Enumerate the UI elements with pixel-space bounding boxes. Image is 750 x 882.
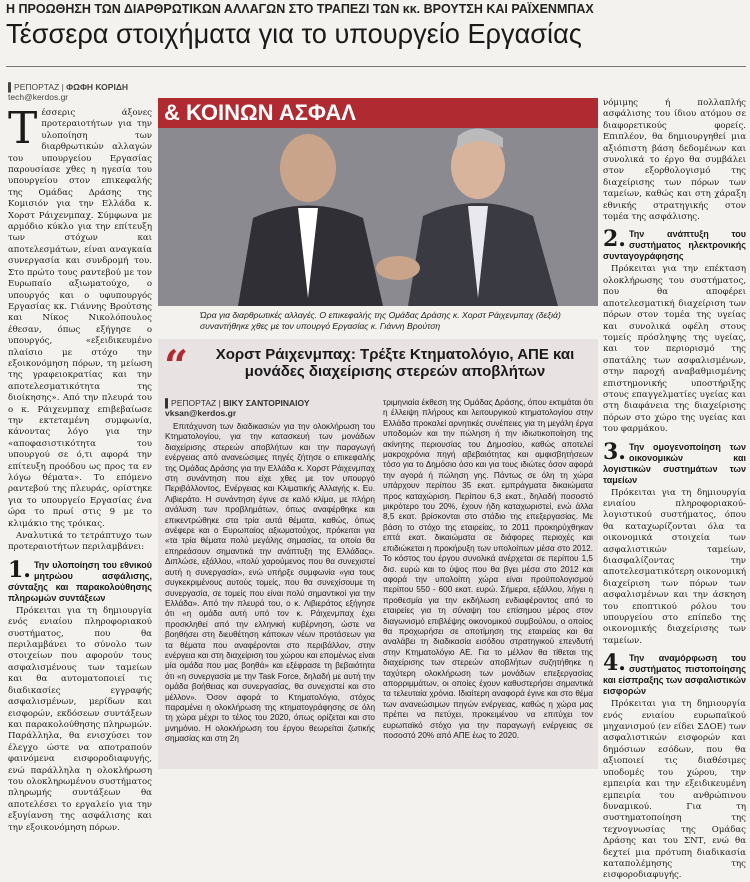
paragraph-3: Πρόκειται για τη δημιουργία ενιαίου πληροφοριακού-λογιστικού συστήματος, όπου θα καταχωρίζονται όλα τα οικονομικά στοιχεία των ασφαλιστικών ταμείων, διασφαλίζοντας την αποτελεσματικότερη οικονομική διαχείριση των πόρων των ασφαλισμένων και την άσκηση του εποπτικού ρόλου του υπουργείου στο επίπεδο της οικονομικής διαχείρισης των ταμείων. <box>603 487 746 646</box>
subhead-3-text: Την ομογενοποίηση των οικονομικών και λογιστικών συστημάτων των ταμείων <box>603 441 746 485</box>
byline-role: ΡΕΠΟΡΤΑΖ <box>14 82 60 92</box>
subhead-2 <box>603 226 746 262</box>
divider <box>6 66 746 67</box>
sidebar-byline: ▌ΡΕΠΟΡΤΑΖ | ΒΙΚΥ ΣΑΝΤΟΡΙΝΑΙΟΥ vksan@kerdos.gr <box>165 398 310 418</box>
lead-paragraph: έσσερις άξονες προτεραιοτήτων για την υλοποίηση των διαρθρωτικών αλλαγών του υπουργείου Εργασίας παρουσίασε χθες η ηγεσία του υπουργείου στον επικεφαλής της Ομάδας Δράσης της Κομισιόν για την Ελλάδα κ. Χορστ Ράιχενμπαχ. Σύμφωνα με αρμόδιο κύκλο για την επίτευξη των στόχων και αποτελεσμάτων, είναι αναγκαία συνεργασία και συνδρομή του. Στο πρώτο τους ραντεβού με τον Ευρωπαίο αξιωματούχο, ο υπουργός και ο υφυπουργός Εργασίας κκ. Γιάννης Βρούτσης και Νίκος Νικολόπουλος έθεσαν, όπως εξήγησε ο υπουργός, «εξειδικευμένο πλαίσιο με στόχο την εξοικονόμηση πόρων, τη μείωση της γραφειοκρατίας και την αποτελεσματικότητα της διοίκησης». Από την πλευρά του ο κ. Ράιχενμπαχ επιβεβαίωσε την εκτεταμένη συμφωνία, κάνοντας λόγο για την «αποφασιστικότητα του υπουργού σε ό,τι αφορά την επίτευξη προόδου ως προς τα εν λόγω θέματα». Το επόμενο ραντεβού της πλευράς, ορίστηκε για το υπουργείο Εργασίας ένα ώρα το πρωί στις 9 με το κλιμάκιο της τρόικας. <box>8 108 152 529</box>
sidebar-byline-role: ΡΕΠΟΡΤΑΖ <box>171 398 217 408</box>
number-1: 1. <box>8 556 31 583</box>
headline: Τέσσερα στοιχήματα για το υπουργείο Εργασίας <box>6 18 582 49</box>
photo-caption: Ώρα για διαρθρωτικές αλλαγές. Ο επικεφαλής της Ομάδας Δράσης κ. Χορστ Ράιχενμπαχ (δεξιά) συναντήθηκε χθες με τον υπουργό Εργασίας κ. Γιάννη Βρούτση <box>200 310 561 331</box>
intro-list-text: Αναλυτικά το τετράπτυχο των προτεραιοτήτων περιλαμβάνει: <box>8 531 152 553</box>
sidebar-column-left <box>165 422 375 772</box>
quote-mark-icon: “ <box>164 341 189 390</box>
byline-email[interactable]: tech@kerdos.gr <box>8 92 69 102</box>
subhead-4-text: Την αναμόρφωση του συστήματος πιστοποίησης και είσπραξης των ασφαλιστικών εισφορών <box>603 653 746 697</box>
paragraph-4: Πρόκειται για τη δημιουργία ενός ενιαίου ευρωπαϊκού μηχανισμού (εν είδει ΣΔΟΕ) των ασφαλιστικών εισφορών και δημόσιων εσόδων, που θα αξιοποιεί τις διαθέσιμες υποδομές του χώρου, την εμπειρία και την εξειδικευμένη εμπειρία του ανθρώπινου δυναμικού. Για τη συστηματοποίηση της τεχνογνωσίας της Ομάδας Δράσης και του ΣΝΤ, ενώ θα δεχτεί μια πρότυπη διαδικασία καταπολέμησης της εισφοροδιαφυγής. <box>603 699 746 881</box>
number-4: 4. <box>603 650 626 677</box>
subhead-1 <box>8 556 152 604</box>
sidebar-text-left: Επιτάχυνση των διαδικασιών για την ολοκλήρωση του Κτηματολογίου, για την κατασκευή των μονάδων διαχείρισης στερεών αποβλήτων και την παραγωγή ενέργειας από ανανεώσιμες πηγές ζήτησε ο επικεφαλής της Ομάδας Δράσης για την Ελλάδα κ. Χορστ Ράιχενμπαχ στη συνάντηση που είχε χθες με τον υπουργό Περιβάλλοντος, Ενέργειας και Κλιματικής Αλλαγής κ. Ευ. Λιβιεράτο. Η συνάντηση έγινε σε καλό κλίμα, με πλήρη ανάλυση των προβλημάτων, όπως αναφέρθηκε και επικεντρώθηκε στα τρία αυτά θέματα, καθώς, όπως ανέφερε και ο Ευρωπαίος αξιωματούχος, πρόκειται για «τα τρία θέματα πολύ μεγάλης σημασίας, τα οποία θα επηρεάσουν σημαντικά την ανάπτυξη της Ελλάδας». Διπλώσε, εξάλλου, «πολύ χαρούμενος που θα συνεχιστεί αυτή η συνεργασία», ενώ υπήρξε συμφωνία «για τους συγκεκριμένους αυτούς τομείς, που θα συνεχίσουμε τη συνεργασία, σε τομείς που είναι πολύ σημαντικοί για την Ελλάδα». Από την πλευρά του, ο κ. Λιβιεράτος εξήγησε ότι «η ομάδα αυτή υπό τον κ. Ράιχενμπαχ έχει προσκληθεί από την ελληνική κυβέρνηση, ώστε να βοηθήσει στη διευθέτηση κάποιων νέων προτάσεων για τα θέματα που αναφέρονται στο περιβάλλον, στην ενέργεια και στη διαχείριση του χώρου και επομένως είναι μία ομάδα που μας βοηθά» και εξέφρασε τη βεβαιότητα ότι «η συνεργασία με την Task Force, δηλαδή με αυτή την ομάδα βοήθειας και συνεργασίας, θα συνεχιστεί και στο μέλλον». Όσον αφορά το Κτηματολόγιο, στόχος παραμένει η ολοκλήρωση της κτηματογράφησης σε όλη τη χώρα μέχρι το τέλος του 2020, όπως ορίζεται και στο μνημόνιο. Η ολοκλήρωση του έργου θεωρείται ζωτικής σημασίας και στη 2η <box>165 422 375 744</box>
article-photo <box>158 98 598 306</box>
sidebar-byline-author: ΒΙΚΥ ΣΑΝΤΟΡΙΝΑΙΟΥ <box>223 398 310 408</box>
photo-figures <box>158 98 598 306</box>
byline: ▌ΡΕΠΟΡΤΑΖ | ΦΩΦΗ ΚΟΡΙΔΗ tech@kerdos.gr <box>8 82 129 102</box>
paragraph-2: Πρόκειται για την επέκταση ολοκλήρωσης του συστήματος, που θα αποφέρει αποτελεσματική διαχείριση των πόρων στον τομέα της υγείας και συνολικά οφέλη στους τομείς πρόσληψης της υγείας, και τον περιορισμό της σπατάλης των ασφαλισμένων, στην παροχή αναβαθμισμένης επιστημονικής υποστήριξης στους επαγγελματίες υγείας και στη διαφάνεια της διαχείρισης πόρων στο χώρο της υγείας και του φαρμάκου. <box>603 264 746 435</box>
paragraph-1: Πρόκειται για τη δημιουργία ενός ενιαίου πληροφοριακού συστήματος, που θα περιλαμβάνει το σύνολο των στοιχείων που αφορούν τους ασφαλισμένους των ταμείων και θα αυτοματοποιεί τις διαδικασίες εγγραφής ασφαλισμένων, μερίδων και εισφορών, εκδόσεων συντάξεων και παρακολούθησης πληρωμών. Παράλληλα, θα ενισχύσει τον έλεγχο ώστε να αποτραπούν φαινόμενα εισφοροδιαφυγής, ενώ παράλληλα η ολοκλήρωση του ολοκληρωμένου συστήματος πληρωμής συντάξεων θα αποτελέσει το εργαλείο για την εξυγίανση της ασφάλισης και την εξοικονόμηση πόρων. <box>8 605 152 833</box>
subhead-2-text: Την ανάπτυξη του συστήματος ηλεκτρονικής συνταγογράφησης <box>603 229 746 262</box>
subhead-3 <box>603 438 746 486</box>
paragraph-cont: νόμιμης ή πολλαπλής ασφάλισης του ίδιου ατόμου σε διαφορετικούς φορείς. Επιπλέον, θα δημιουργηθεί μια αξιόπιστη βάση δεδομένων και συνολικά το έργο θα συμβάλει στον εξορθολογισμό της διαχείρισης των πόρων των ταμείων, καθώς και στη χάραξη εθνικής στρατηγικής στον τομέα της ασφάλισης. <box>603 98 746 223</box>
column-left <box>8 103 152 833</box>
sidebar-email[interactable]: vksan@kerdos.gr <box>165 408 237 418</box>
sidebar-column-right <box>383 398 593 772</box>
drop-cap: Τ <box>8 103 38 154</box>
column-right <box>603 98 746 881</box>
subhead-1-text: Την υλοποίηση του εθνικού μητρώου ασφάλισης, σύνταξης και παρακολούθησης πληρωμών συντάξεων <box>8 559 152 603</box>
byline-author: ΦΩΦΗ ΚΟΡΙΔΗ <box>66 82 129 92</box>
sidebar-text-right: τριμηνιαία έκθεση της Ομάδας Δράσης, όπου εκτιμάται ότι η έλλειψη πλήρους και λειτουργικού κτηματολογίου στην Ελλάδα προκαλεί αρνητικές συνέπειες για τη μεγάλη έργα υποδομών και την πώληση ή την ιδιωτικοποίηση της ακίνητης περιουσίας του Δημοσίου, καθώς αποτελεί μακροχρόνια πηγή αβεβαιότητας και αμφισβητήσεων τόσο για το Δημόσιο όσο και για τους ιδιώτες όσον αφορά την αγορά ή πώληση γης. Πάντως σε όλη τη χώρα υπάρχουν περίπου 35 εκατ. εμπράγματα δικαιώματα προς καταχώριση. Περίπου 6,3 εκατ., δηλαδή ποσοστό μικρότερο του 20%, έχουν ήδη καταχωριστεί, ενώ άλλα 8,5 εκατ. βρίσκονται στο στάδιο της επεξεργασίας. Με βάση το στόχο της εταιρείας, το 2011 προκηρύχθηκαν επτά εκατ. δικαιώματα σε διάφορες περιοχές και επιδιώκεται η προκήρυξη των υπολοίπων μέσα στο 2012. Το κόστος του έργου συνολικά ανέρχεται σε περίπου 1,5 δισ. ευρώ και το ύψος που θα βγει μέσα στο 2012 και αφορά την υπολοίπη χώρα είναι προϋπολογισμού περίπου 550 - 600 εκατ. ευρώ. Σήμερα, εξάλλου, λήγει η προθεσμία για την εκδήλωση ενδιαφέροντος από το εταιρείες για τη σύναψη του επίσημου μέρος στον διαγωνισμό επιβλέψης οικονομικού συμβούλου, ο οποίος θα προχωρήσει σε αποτίμηση της εταιρείας και θα αναλάβει τη διαδικασία εισόδου στρατηγικού επενδυτή στην Κτηματολόγιο ΑΕ. Για το μέλλον θα τίθεται της διαχείρισης των στερεών αποβλήτων συζητήθηκε η ταχύτερη ολοκλήρωση των μονάδων επεξεργασίας απορριμμάτων, οι οποίες έχουν καθυστερήσει σημαντικά τα τελευταία χρόνια. Ιδιαίτερη αναφορά έγινε και στο θέμα των ανανεώσιμων πηγών ενέργειας, καθώς η χώρα μας πρέπει να πετύχει, προκειμένου να επιτύχει τον ευρωπαϊκό στόχο για την παραγωγή ενέργειας σε ποσοστό 20% από ΑΠΕ έως το 2020. <box>383 398 593 740</box>
number-2: 2. <box>603 226 626 253</box>
kicker: Η ΠΡΟΩΘΗΣΗ ΤΩΝ ΔΙΑΡΘΡΩΤΙΚΩΝ ΑΛΛΑΓΩΝ ΣΤΟ ΤΡΑΠΕΖΙ ΤΩΝ κκ. ΒΡΟΥΤΣΗ ΚΑΙ ΡΑΪΧΕΝΜΠΑΧ <box>6 2 594 16</box>
photo-banner: & ΚΟΙΝΩΝ ΑΣΦΑΛ <box>158 98 598 128</box>
subhead-4 <box>603 650 746 697</box>
sidebar-article-title: Χορστ Ράιχενμπαχ: Τρέξτε Κτηματολόγιο, ΑΠΕ και μονάδες διαχείρισης στερεών αποβλήτων <box>215 346 575 380</box>
number-3: 3. <box>603 438 626 465</box>
